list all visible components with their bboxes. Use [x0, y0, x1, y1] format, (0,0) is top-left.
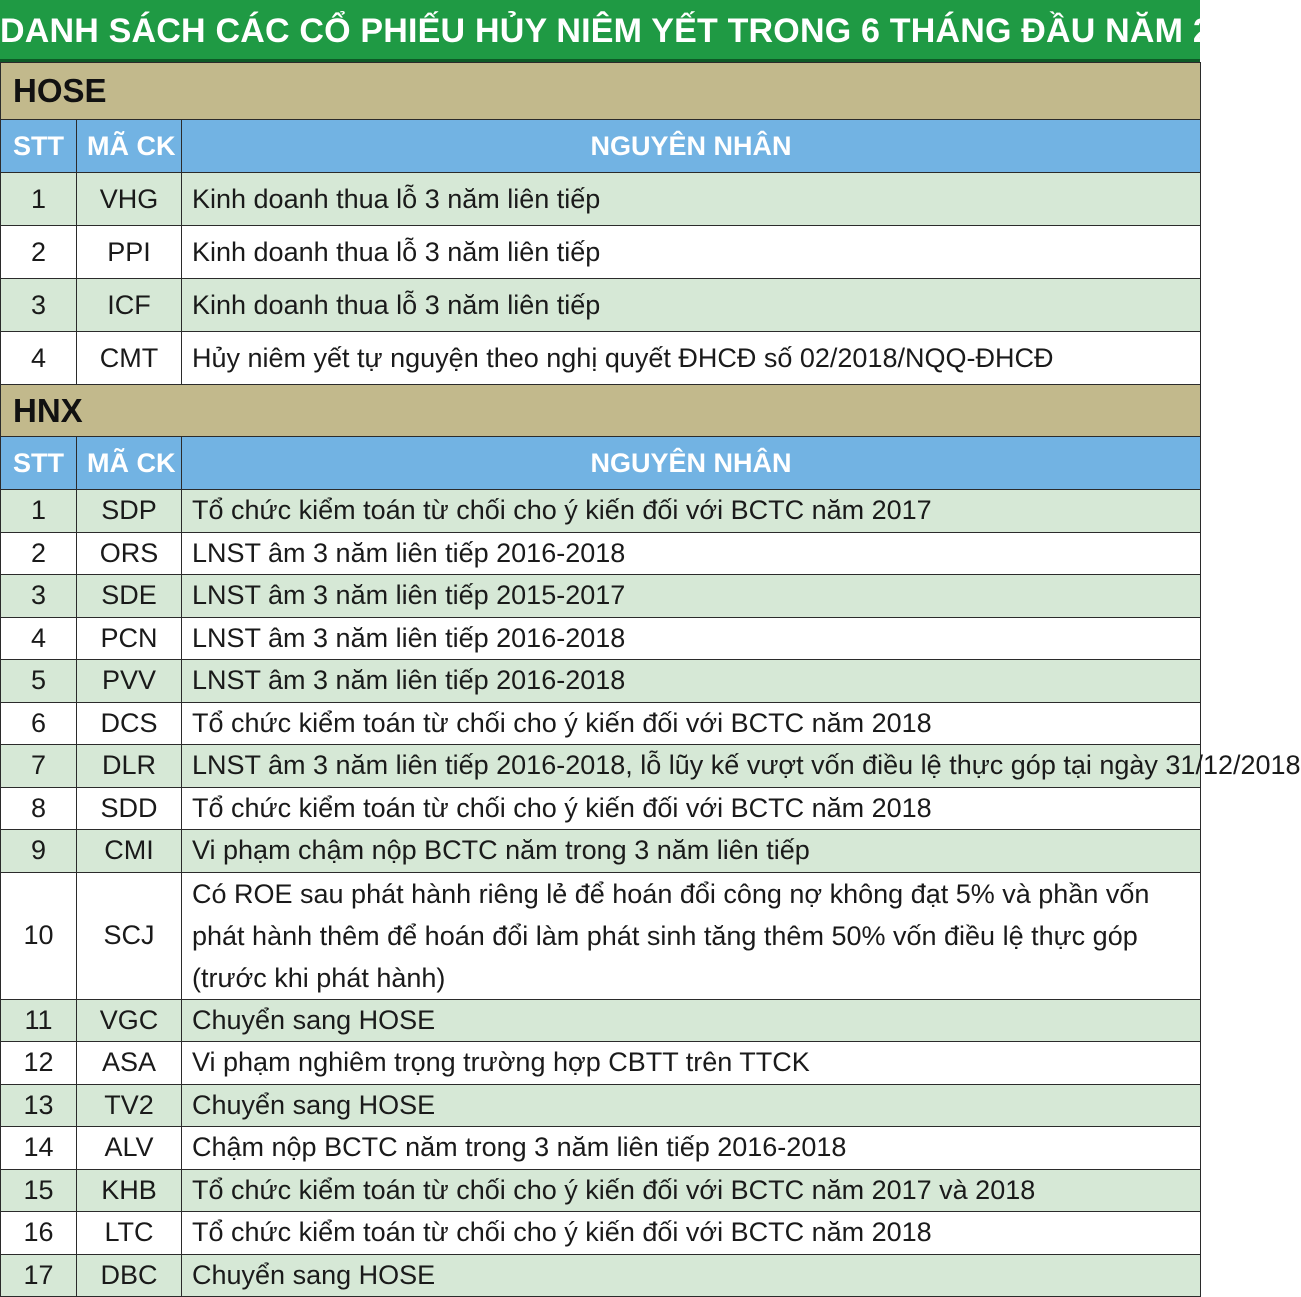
cell-stt: 14	[1, 1127, 77, 1170]
cell-stt: 4	[1, 617, 77, 660]
page-title: DANH SÁCH CÁC CỔ PHIẾU HỦY NIÊM YẾT TRONG 6 THÁNG ĐẦU NĂM 2019	[0, 0, 1200, 62]
cell-reason: LNST âm 3 năm liên tiếp 2015-2017	[182, 575, 1201, 618]
cell-stock-code: ICF	[77, 279, 182, 332]
cell-stt: 5	[1, 660, 77, 703]
cell-reason: Kinh doanh thua lỗ 3 năm liên tiếp	[182, 226, 1201, 279]
cell-stock-code: SCJ	[77, 872, 182, 999]
cell-stock-code: SDP	[77, 490, 182, 533]
table-row	[1, 173, 1201, 226]
cell-stock-code: CMI	[77, 830, 182, 873]
cell-reason: Tổ chức kiểm toán từ chối cho ý kiến đối với BCTC năm 2017 và 2018	[182, 1169, 1201, 1212]
cell-stock-code: PVV	[77, 660, 182, 703]
cell-stt: 15	[1, 1169, 77, 1212]
header-stt: STT	[1, 120, 77, 173]
cell-reason: LNST âm 3 năm liên tiếp 2016-2018, lỗ lũy kế vượt vốn điều lệ thực góp tại ngày 31/12/2018	[182, 745, 1201, 788]
cell-reason: Kinh doanh thua lỗ 3 năm liên tiếp	[182, 279, 1201, 332]
cell-stock-code: DLR	[77, 745, 182, 788]
cell-stt: 13	[1, 1084, 77, 1127]
table-row	[1, 279, 1201, 332]
cell-reason: Chậm nộp BCTC năm trong 3 năm liên tiếp 2016-2018	[182, 1127, 1201, 1170]
hose-rows	[1, 173, 1201, 385]
table-row	[1, 617, 1201, 660]
exchange-label-hnx: HNX	[1, 385, 1201, 437]
cell-reason: LNST âm 3 năm liên tiếp 2016-2018	[182, 660, 1201, 703]
header-code: MÃ CK	[77, 437, 182, 490]
cell-stock-code: CMT	[77, 332, 182, 385]
exchange-row-hose	[1, 63, 1201, 120]
cell-reason: Hủy niêm yết tự nguyện theo nghị quyết ĐHCĐ số 02/2018/NQQ-ĐHCĐ	[182, 332, 1201, 385]
cell-stock-code: SDD	[77, 787, 182, 830]
table-row	[1, 660, 1201, 703]
cell-stt: 10	[1, 872, 77, 999]
cell-reason: Chuyển sang HOSE	[182, 1084, 1201, 1127]
table-row	[1, 702, 1201, 745]
header-code: MÃ CK	[77, 120, 182, 173]
table-header-hose	[1, 120, 1201, 173]
cell-stt: 12	[1, 1042, 77, 1085]
cell-stock-code: TV2	[77, 1084, 182, 1127]
header-reason: NGUYÊN NHÂN	[182, 437, 1201, 490]
cell-reason: Chuyển sang HOSE	[182, 1254, 1201, 1297]
header-stt: STT	[1, 437, 77, 490]
cell-stock-code: VHG	[77, 173, 182, 226]
table-row	[1, 872, 1201, 999]
table-row	[1, 745, 1201, 788]
cell-stock-code: PCN	[77, 617, 182, 660]
cell-stock-code: KHB	[77, 1169, 182, 1212]
cell-stock-code: SDE	[77, 575, 182, 618]
cell-stt: 9	[1, 830, 77, 873]
cell-stt: 1	[1, 173, 77, 226]
cell-stock-code: VGC	[77, 999, 182, 1042]
cell-reason: Vi phạm nghiêm trọng trường hợp CBTT trên TTCK	[182, 1042, 1201, 1085]
cell-reason: Tổ chức kiểm toán từ chối cho ý kiến đối với BCTC năm 2017	[182, 490, 1201, 533]
hnx-rows	[1, 490, 1301, 1297]
table-row	[1, 1212, 1201, 1255]
table-row	[1, 332, 1201, 385]
cell-reason: Vi phạm chậm nộp BCTC năm trong 3 năm liên tiếp	[182, 830, 1201, 873]
cell-stt: 6	[1, 702, 77, 745]
table-row	[1, 787, 1201, 830]
cell-stt: 17	[1, 1254, 77, 1297]
table-row	[1, 830, 1201, 873]
table-row	[1, 1127, 1201, 1170]
table-row	[1, 575, 1201, 618]
cell-stock-code: ALV	[77, 1127, 182, 1170]
cell-reason: Chuyển sang HOSE	[182, 999, 1201, 1042]
cell-stock-code: LTC	[77, 1212, 182, 1255]
table-row	[1, 1042, 1201, 1085]
cell-stock-code: DCS	[77, 702, 182, 745]
cell-stt: 2	[1, 532, 77, 575]
table-row	[1, 490, 1201, 533]
cell-stock-code: ORS	[77, 532, 182, 575]
table-row	[1, 226, 1201, 279]
table-row	[1, 1169, 1201, 1212]
cell-stt: 11	[1, 999, 77, 1042]
cell-stock-code: PPI	[77, 226, 182, 279]
cell-stt: 7	[1, 745, 77, 788]
delisting-table	[0, 62, 1301, 1297]
cell-reason: Kinh doanh thua lỗ 3 năm liên tiếp	[182, 173, 1201, 226]
exchange-label-hose: HOSE	[1, 63, 1201, 120]
table-header-hnx	[1, 437, 1201, 490]
table-row	[1, 999, 1201, 1042]
cell-stt: 2	[1, 226, 77, 279]
cell-reason: Tổ chức kiểm toán từ chối cho ý kiến đối với BCTC năm 2018	[182, 787, 1201, 830]
cell-stt: 3	[1, 279, 77, 332]
table-row	[1, 1254, 1201, 1297]
cell-reason: Tổ chức kiểm toán từ chối cho ý kiến đối với BCTC năm 2018	[182, 1212, 1201, 1255]
cell-reason: Tổ chức kiểm toán từ chối cho ý kiến đối với BCTC năm 2018	[182, 702, 1201, 745]
cell-reason: LNST âm 3 năm liên tiếp 2016-2018	[182, 617, 1201, 660]
cell-stt: 4	[1, 332, 77, 385]
table-row	[1, 1084, 1201, 1127]
cell-stt: 16	[1, 1212, 77, 1255]
cell-stock-code: DBC	[77, 1254, 182, 1297]
cell-reason: LNST âm 3 năm liên tiếp 2016-2018	[182, 532, 1201, 575]
cell-stock-code: ASA	[77, 1042, 182, 1085]
exchange-row-hnx	[1, 385, 1201, 437]
table-row	[1, 532, 1201, 575]
header-reason: NGUYÊN NHÂN	[182, 120, 1201, 173]
cell-stt: 8	[1, 787, 77, 830]
cell-stt: 3	[1, 575, 77, 618]
cell-reason: Có ROE sau phát hành riêng lẻ để hoán đổi công nợ không đạt 5% và phần vốn phát hành thêm để hoán đổi làm phát sinh tăng thêm 50% vốn điều lệ thực góp (trước khi phát hành)	[182, 872, 1201, 999]
cell-stt: 1	[1, 490, 77, 533]
